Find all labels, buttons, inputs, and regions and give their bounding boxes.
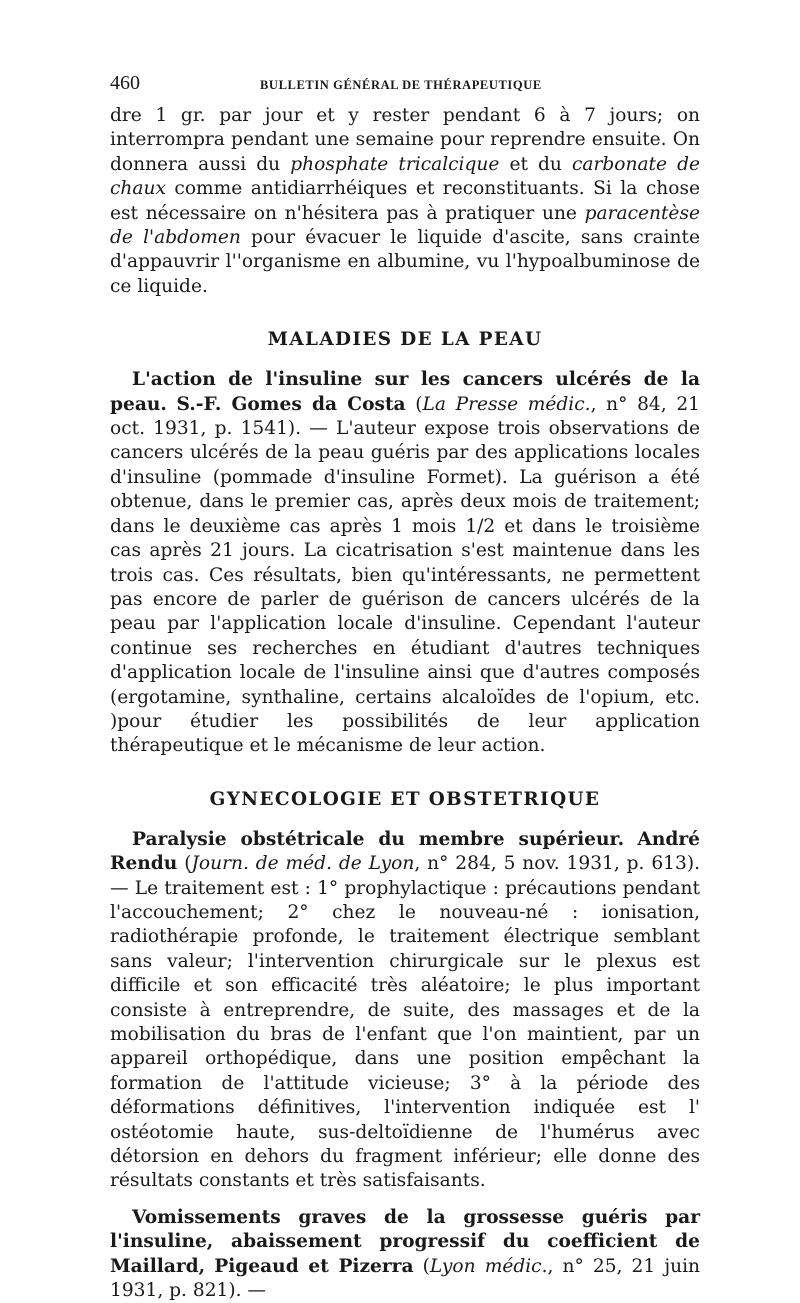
article-pregnancy-vomiting bbox=[110, 1206, 700, 1303]
journal-title: BULLETIN GÉNÉRAL DE THÉRAPEUTIQUE bbox=[260, 78, 542, 92]
reference-open: ( bbox=[177, 853, 192, 875]
article-author: S.-F. Gomes da Costa bbox=[176, 393, 406, 415]
page-number: 460 bbox=[110, 72, 140, 94]
intro-emphasis-3: paracentèse de l'abdomen bbox=[110, 202, 700, 249]
article-body: Le traitement est : 1° prophylactique : précautions pendant l'accouchement; 2° chez le nouveau-né : ionisation, radiothérapie profonde, le traitement électrique semblant sans valeur; l'intervention chirurgicale sur le plexus est difficile et son efficacité très aléatoire; le plus important consiste à entreprendre, de suite, des massages et de la mobilisation du bras de l'enfant que l'on maintient, par un appareil orthopédique, dans une position empêchant la formation de l'attitude vicieuse; 3° à la période des déformations définitives, l'intervention indiquée est l' ostéotomie haute, sus-deltoïdienne de l'humérus avec détorsion en dehors du fragment inférieur; elle donne des résultats constants et très satisfaisants. bbox=[110, 877, 700, 1192]
reference-open: ( bbox=[405, 393, 423, 415]
reference-details: , n° 25, 21 juin 1931, p. 821). — bbox=[110, 1255, 700, 1302]
running-head bbox=[110, 72, 700, 104]
intro-text-1: dre 1 gr. par jour et y rester pendant 6 à 7 jours; on interrompra pendant une semaine pour reprendre ensuite. On donnera aussi du bbox=[110, 105, 700, 175]
article-insulin-skin-cancer bbox=[110, 368, 700, 759]
intro-paragraph bbox=[110, 104, 700, 299]
intro-text-2: et du bbox=[499, 153, 572, 175]
article-author: André Rendu bbox=[110, 828, 700, 875]
reference-journal: Journ. de méd. de Lyon bbox=[191, 853, 415, 875]
article-author: Pigeaud et Pizerra bbox=[214, 1255, 414, 1277]
section-heading-skin-diseases: MALADIES DE LA PEAU bbox=[267, 329, 543, 351]
intro-text-3: comme antidiarrhéiques et reconstituants. Si la chose est nécessaire on n'hésitera pas à pratiquer une bbox=[110, 178, 700, 224]
reference-details: , n° 284, 5 nov. 1931, p. 613). — bbox=[110, 853, 700, 899]
article-title: Paralysie obstétricale du membre supérieur. bbox=[132, 828, 625, 850]
article-body: L'auteur expose trois observations de cancers ulcérés de la peau guéris par des applications locales d'insuline (pommade d'insuline Formet). La guérison a été obtenue, dans le premier cas, après deux mois de traitement; dans le deuxième cas après 1 mois 1/2 et dans le troisième cas après 21 jours. La cicatrisation s'est maintenue dans les trois cas. Ces résultats, bien qu'intéressants, ne permettent pas encore de parler de guérison de cancers ulcérés de la peau par l'application locale d'insuline. Cependant l'auteur continue ses recherches en étudiant d'autres techniques d'application locale de l'insuline ainsi que d'autres composés (ergotamine, synthaline, certains alcaloïdes de l'opium, etc. )pour étudier les possibilités de leur application thérapeutique et le mécanisme de leur action. bbox=[110, 418, 700, 757]
reference-journal: La Presse médic. bbox=[422, 393, 591, 415]
paragraph-spacer bbox=[110, 1194, 700, 1206]
article-title: Vomissements graves de la grossesse guéris par l'insuline, abaissement progressif du coefficient de Maillard, bbox=[110, 1206, 700, 1277]
intro-emphasis-2: carbonate de chaux bbox=[110, 153, 701, 200]
article-title: L'action de l'insuline sur les cancers ulcérés de la peau. bbox=[110, 369, 700, 415]
section-heading-gynecology: GYNECOLOGIE ET OBSTETRIQUE bbox=[209, 788, 601, 810]
reference-open: ( bbox=[413, 1255, 430, 1277]
document-page bbox=[110, 72, 700, 1303]
reference-details: , n° 84, 21 oct. 1931, p. 1541). — bbox=[110, 393, 700, 440]
intro-emphasis-1: phosphate tricalcique bbox=[290, 153, 500, 175]
article-obstetric-paralysis bbox=[110, 828, 700, 1194]
intro-text-4: pour évacuer le liquide d'ascite, sans crainte d'appauvrir l''organisme en albumine, vu l'hypoalbuminose de ce liquide. bbox=[110, 227, 700, 297]
reference-journal: Lyon médic. bbox=[429, 1255, 548, 1277]
